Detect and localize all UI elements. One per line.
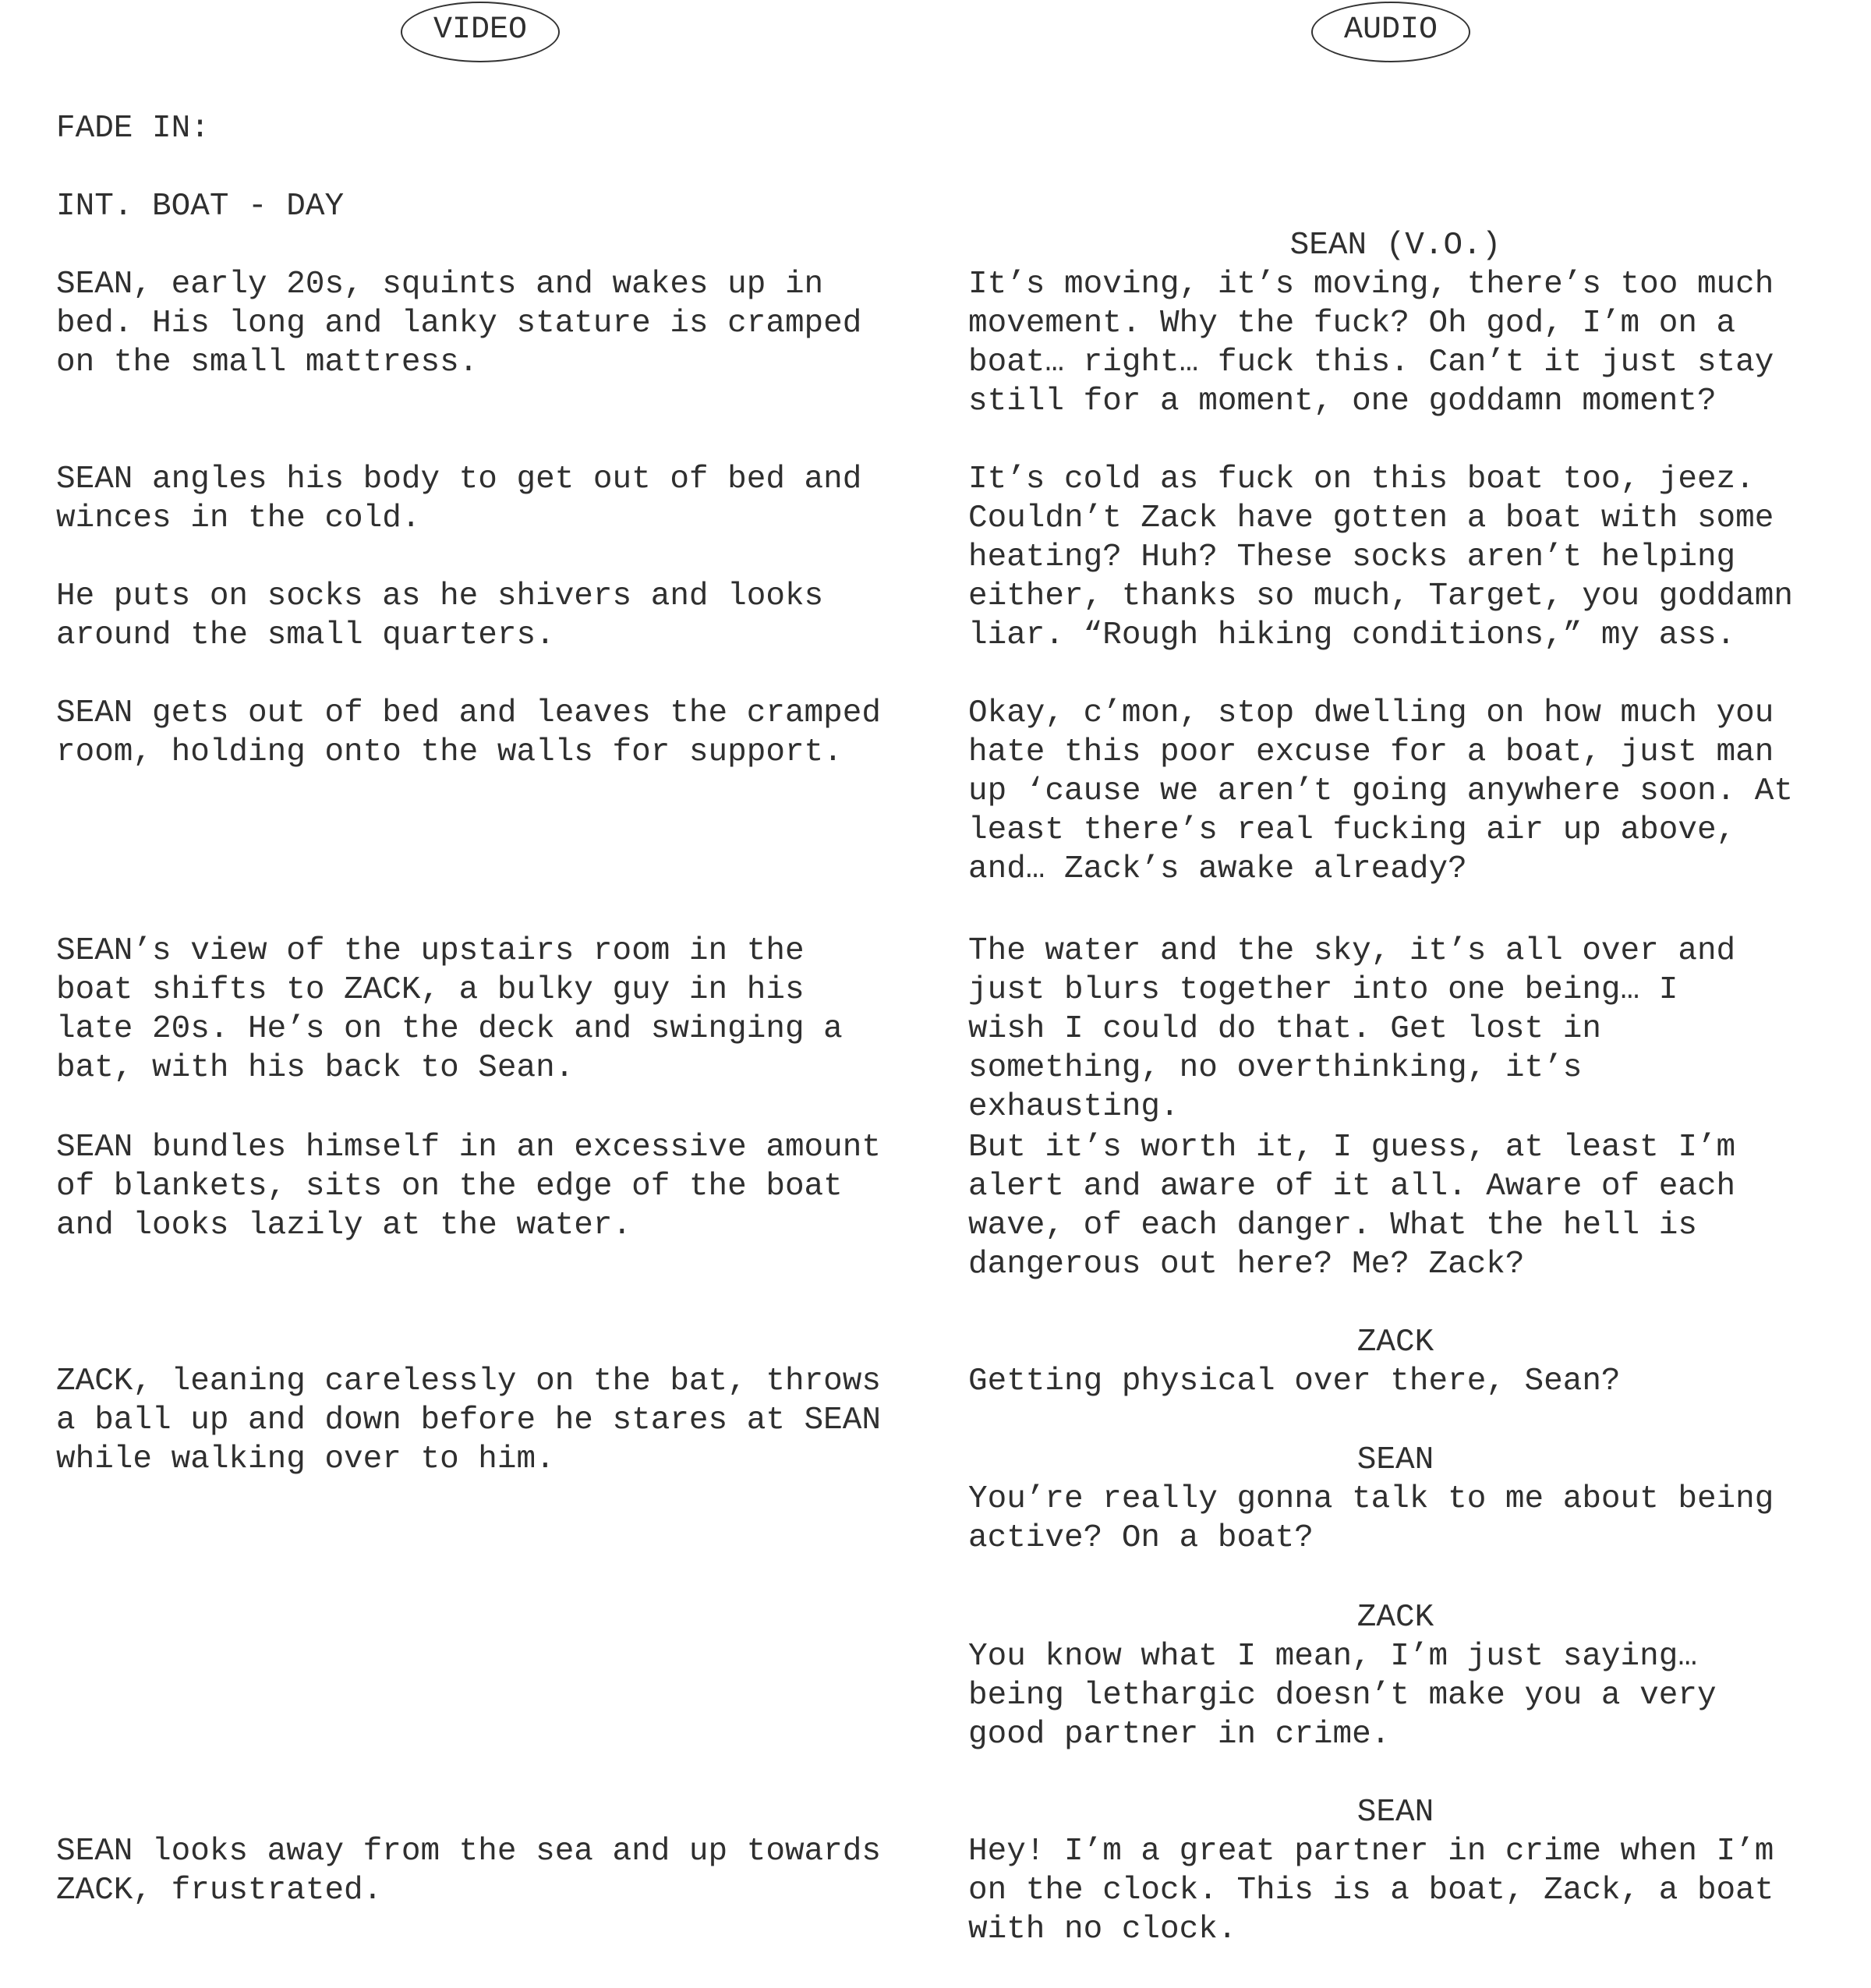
action-block: SEAN’s view of the upstairs room in the boat shifts to ZACK, a bulky guy in his late 20s. He’s on the deck and swinging a bat, with his back to Sean. xyxy=(56,933,843,1086)
dialogue-block: You know what I mean, I’m just saying… being lethargic doesn’t make you a very good partner in crime. xyxy=(968,1639,1717,1753)
video-column-header: VIDEO xyxy=(401,2,560,62)
dialogue-block: The water and the sky, it’s all over and just blurs together into one being… I wish I could do that. Get lost in something, no overthinking, it’s exhausting. xyxy=(968,933,1736,1125)
character-cue: ZACK xyxy=(1356,1325,1434,1360)
dialogue-block: It’s cold as fuck on this boat too, jeez. Couldn’t Zack have gotten a boat with some heating? Huh? These socks aren’t helping either, thanks so much, Target, you goddamn liar. “Rough hiking conditions,” my ass. xyxy=(968,462,1793,653)
action-block: ZACK, leaning carelessly on the bat, throws a ball up and down before he stares at SEAN while walking over to him. xyxy=(56,1364,881,1477)
action-block: SEAN gets out of bed and leaves the cramped room, holding onto the walls for support. xyxy=(56,695,881,770)
character-cue: SEAN xyxy=(1356,1442,1434,1478)
action-block: SEAN bundles himself in an excessive amount of blankets, sits on the edge of the boat and looks lazily at the water. xyxy=(56,1130,881,1243)
action-block: SEAN, early 20s, squints and wakes up in bed. His long and lanky stature is cramped on the small mattress. xyxy=(56,267,862,380)
dialogue-block: Hey! I’m a great partner in crime when I’m on the clock. This is a boat, Zack, a boat with no clock. xyxy=(968,1834,1774,1947)
action-block: SEAN looks away from the sea and up towards ZACK, frustrated. xyxy=(56,1834,881,1908)
character-cue: SEAN (V.O.) xyxy=(1289,228,1501,264)
fade-in-transition: FADE IN: xyxy=(56,111,210,147)
character-cue: ZACK xyxy=(1356,1600,1434,1636)
action-block: He puts on socks as he shivers and looks around the small quarters. xyxy=(56,578,824,653)
dialogue-block: But it’s worth it, I guess, at least I’m alert and aware of it all. Aware of each wave, of each danger. What the hell is dangerous out here? Me? Zack? xyxy=(968,1130,1736,1282)
dialogue-block: Okay, c’mon, stop dwelling on how much you hate this poor excuse for a boat, just man up ‘cause we aren’t going anywhere soon. At least there’s real fucking air up above, and… Zack’s awake already? xyxy=(968,695,1793,887)
dialogue-block: You’re really gonna talk to me about being active? On a boat? xyxy=(968,1481,1774,1556)
action-block: SEAN angles his body to get out of bed and winces in the cold. xyxy=(56,462,862,536)
character-cue: SEAN xyxy=(1356,1795,1434,1831)
dialogue-block: Getting physical over there, Sean? xyxy=(968,1364,1621,1399)
audio-column-header: AUDIO xyxy=(1311,2,1470,62)
dialogue-block: It’s moving, it’s moving, there’s too much movement. Why the fuck? Oh god, I’m on a boat… right… fuck this. Can’t it just stay still for a moment, one goddamn moment? xyxy=(968,267,1774,419)
scene-heading: INT. BOAT - DAY xyxy=(56,189,345,225)
